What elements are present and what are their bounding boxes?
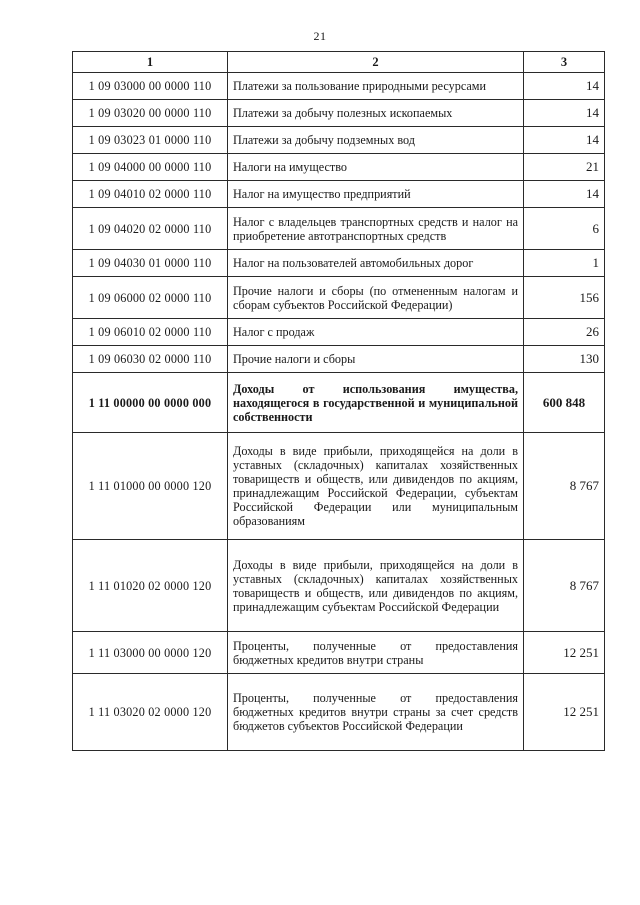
row-code-cell: 1 09 06010 02 0000 110 — [73, 319, 228, 346]
table-row — [73, 373, 605, 433]
table-row — [73, 319, 605, 346]
table-row — [73, 346, 605, 373]
row-amount-cell: 14 — [524, 181, 605, 208]
row-amount-cell: 6 — [524, 208, 605, 250]
row-name-cell: Налог на пользователей автомобильных дорог — [228, 250, 524, 277]
row-amount-cell: 130 — [524, 346, 605, 373]
row-code-cell: 1 09 06030 02 0000 110 — [73, 346, 228, 373]
row-amount-cell: 8 767 — [524, 433, 605, 540]
table-row — [73, 433, 605, 540]
column-header-code: 1 — [73, 52, 228, 73]
table-row — [73, 127, 605, 154]
table-row — [73, 250, 605, 277]
row-name-cell: Налог с продаж — [228, 319, 524, 346]
row-name-cell: Налог с владельцев транспортных средств и налог на приобретение автотранспортных средств — [228, 208, 524, 250]
table-header-row — [73, 52, 605, 73]
table-row — [73, 674, 605, 751]
table-row — [73, 73, 605, 100]
row-amount-cell: 14 — [524, 100, 605, 127]
row-name-cell: Налоги на имущество — [228, 154, 524, 181]
row-code-cell: 1 09 04000 00 0000 110 — [73, 154, 228, 181]
row-code-cell: 1 09 03020 00 0000 110 — [73, 100, 228, 127]
row-code-cell: 1 11 00000 00 0000 000 — [73, 373, 228, 433]
row-name-cell: Доходы в виде прибыли, приходящейся на доли в уставных (складочных) капиталах хозяйственных товариществ и обществ, или дивидендов по акциям, принадлежащим Российской Федерации, субъектам Российской Федерации или муниципальным образованиям — [228, 433, 524, 540]
row-name-cell: Платежи за добычу полезных ископаемых — [228, 100, 524, 127]
table-row — [73, 540, 605, 632]
table-row — [73, 632, 605, 674]
row-name-cell: Платежи за пользование природными ресурсами — [228, 73, 524, 100]
table-row — [73, 100, 605, 127]
row-amount-cell: 12 251 — [524, 632, 605, 674]
page-number: 21 — [313, 29, 327, 43]
row-code-cell: 1 09 03023 01 0000 110 — [73, 127, 228, 154]
row-name-cell: Проценты, полученные от предоставления бюджетных кредитов внутри страны — [228, 632, 524, 674]
row-amount-cell: 12 251 — [524, 674, 605, 751]
row-name-cell: Доходы от использования имущества, находящегося в государственной и муниципальной собственности — [228, 373, 524, 433]
table-row — [73, 181, 605, 208]
budget-revenue-table — [72, 51, 605, 751]
row-amount-cell: 1 — [524, 250, 605, 277]
row-amount-cell: 14 — [524, 73, 605, 100]
row-code-cell: 1 09 04030 01 0000 110 — [73, 250, 228, 277]
row-name-cell: Прочие налоги и сборы — [228, 346, 524, 373]
table-row — [73, 277, 605, 319]
row-code-cell: 1 11 01000 00 0000 120 — [73, 433, 228, 540]
row-name-cell: Проценты, полученные от предоставления бюджетных кредитов внутри страны за счет средств бюджетов субъектов Российской Федерации — [228, 674, 524, 751]
row-code-cell: 1 09 03000 00 0000 110 — [73, 73, 228, 100]
row-amount-cell: 21 — [524, 154, 605, 181]
row-name-cell: Налог на имущество предприятий — [228, 181, 524, 208]
row-amount-cell: 26 — [524, 319, 605, 346]
row-name-cell: Доходы в виде прибыли, приходящейся на доли в уставных (складочных) капиталах хозяйственных товариществ и обществ, или дивидендов по акциям, принадлежащим субъектам Российской Федерации — [228, 540, 524, 632]
row-amount-cell: 8 767 — [524, 540, 605, 632]
column-header-amount: 3 — [524, 52, 605, 73]
row-name-cell: Платежи за добычу подземных вод — [228, 127, 524, 154]
row-code-cell: 1 09 04020 02 0000 110 — [73, 208, 228, 250]
row-code-cell: 1 09 04010 02 0000 110 — [73, 181, 228, 208]
table-row — [73, 208, 605, 250]
row-code-cell: 1 11 03020 02 0000 120 — [73, 674, 228, 751]
row-name-cell: Прочие налоги и сборы (по отмененным налогам и сборам субъектов Российской Федерации) — [228, 277, 524, 319]
column-header-name: 2 — [228, 52, 524, 73]
row-code-cell: 1 09 06000 02 0000 110 — [73, 277, 228, 319]
table-body — [73, 73, 605, 751]
row-code-cell: 1 11 01020 02 0000 120 — [73, 540, 228, 632]
table-row — [73, 154, 605, 181]
row-amount-cell: 600 848 — [524, 373, 605, 433]
row-code-cell: 1 11 03000 00 0000 120 — [73, 632, 228, 674]
row-amount-cell: 14 — [524, 127, 605, 154]
row-amount-cell: 156 — [524, 277, 605, 319]
